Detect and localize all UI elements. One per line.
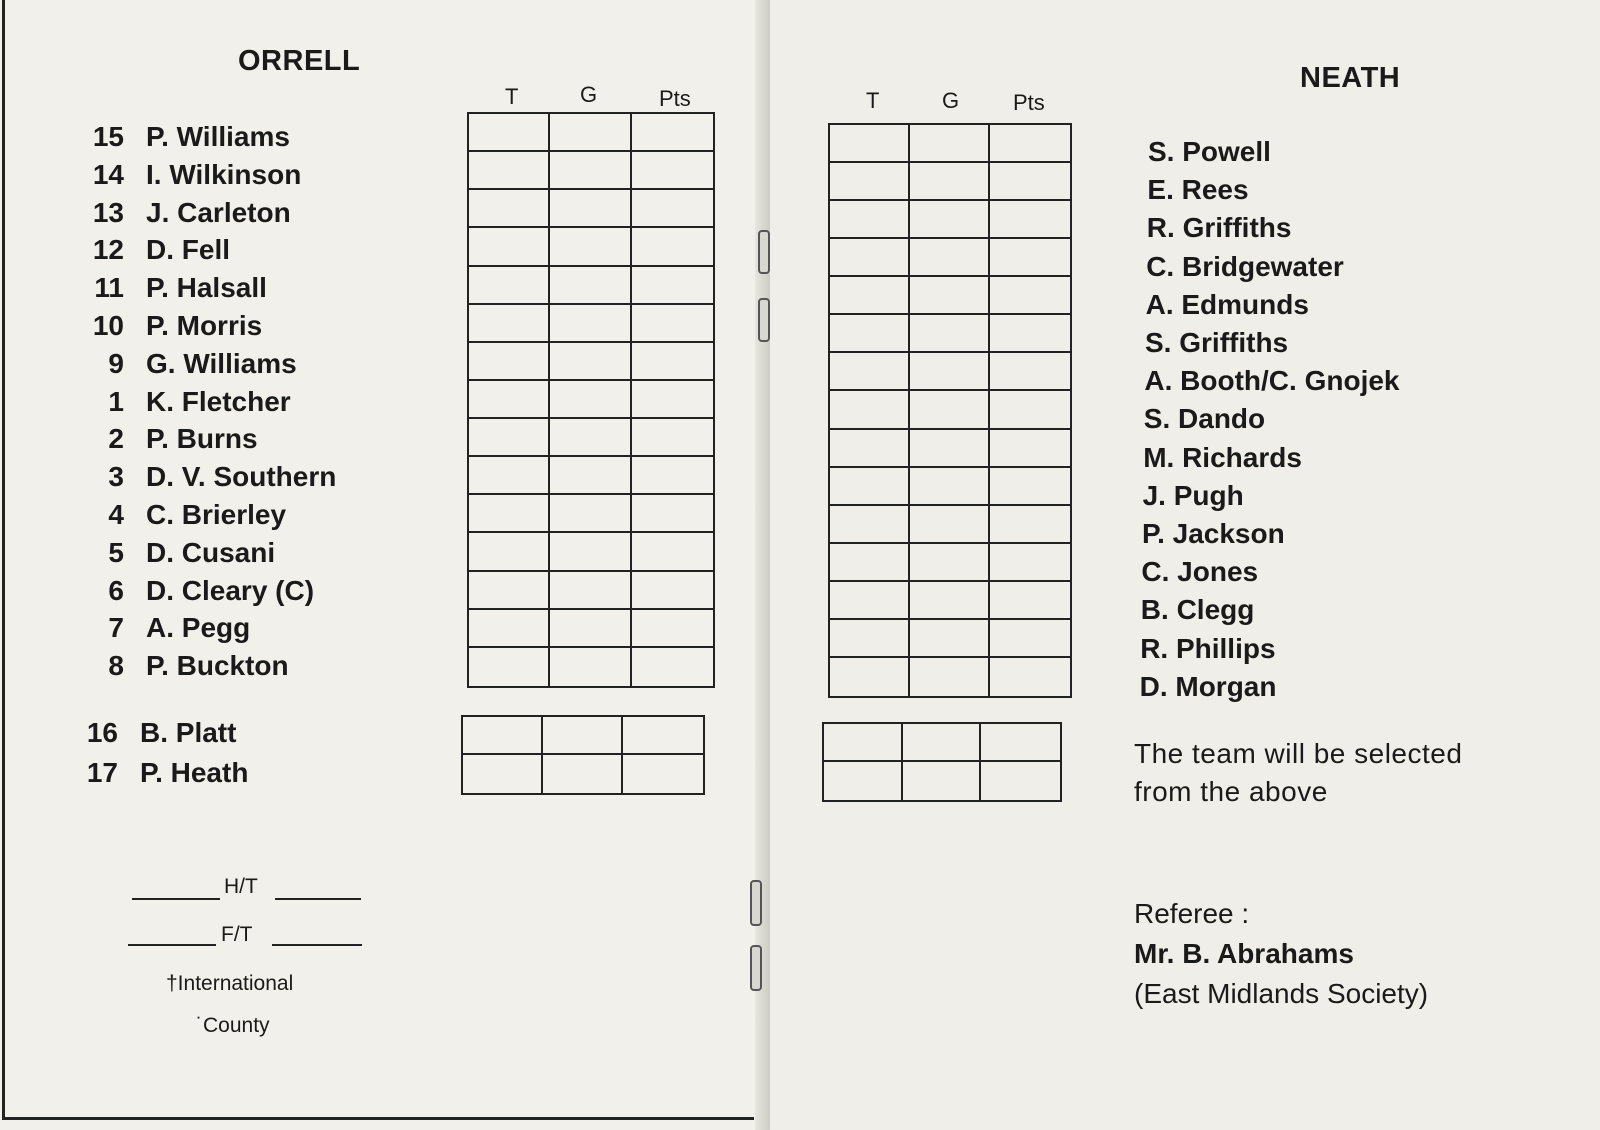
right-page bbox=[770, 0, 1600, 1130]
orrell-replacements-grid bbox=[461, 715, 705, 795]
neath-player-name: A. Booth/C. Gnojek bbox=[1144, 365, 1400, 397]
staple-bottom bbox=[750, 880, 762, 926]
score-cell bbox=[632, 228, 713, 266]
orrell-player-row bbox=[82, 118, 290, 156]
score-cell bbox=[910, 277, 990, 315]
staple-top bbox=[758, 230, 770, 274]
score-cell bbox=[550, 152, 631, 190]
score-cell bbox=[469, 381, 550, 419]
player-number: 4 bbox=[108, 499, 124, 530]
player-name: P. Williams bbox=[146, 121, 290, 152]
selection-note-line2: from the above bbox=[1134, 776, 1328, 807]
neath-player-name: P. Jackson bbox=[1142, 518, 1285, 549]
score-cell bbox=[990, 277, 1070, 315]
player-number: 16 bbox=[86, 717, 118, 748]
selection-note-line1: The team will be selected bbox=[1134, 738, 1463, 769]
neath-col-goals: G bbox=[942, 88, 960, 113]
score-cell bbox=[830, 239, 910, 277]
score-cell bbox=[824, 762, 903, 800]
neath-player-name: J. Pugh bbox=[1142, 479, 1244, 511]
player-number: 17 bbox=[86, 757, 118, 788]
score-cell bbox=[550, 419, 631, 457]
score-cell bbox=[990, 201, 1070, 239]
score-cell bbox=[830, 582, 910, 620]
orrell-player-row bbox=[82, 420, 258, 458]
player-number: 3 bbox=[108, 461, 124, 493]
score-cell bbox=[830, 391, 910, 429]
score-cell bbox=[469, 305, 550, 343]
score-cell bbox=[550, 228, 631, 266]
ht-line-left bbox=[132, 898, 220, 900]
score-cell bbox=[910, 315, 990, 353]
player-name: P. Heath bbox=[140, 757, 249, 788]
score-cell bbox=[469, 572, 550, 610]
player-name: D. Cleary (C) bbox=[146, 574, 315, 606]
player-name: D. Fell bbox=[146, 234, 231, 266]
player-name: P. Burns bbox=[146, 423, 258, 455]
score-cell bbox=[910, 201, 990, 239]
player-name: G. Williams bbox=[146, 347, 297, 379]
score-cell bbox=[910, 391, 990, 429]
score-cell bbox=[910, 506, 990, 544]
score-cell bbox=[632, 495, 713, 533]
score-cell bbox=[830, 125, 910, 163]
score-cell bbox=[903, 724, 982, 762]
score-cell bbox=[830, 544, 910, 582]
player-number: 7 bbox=[108, 612, 124, 644]
score-cell bbox=[469, 457, 550, 495]
score-cell bbox=[632, 610, 713, 648]
neath-player-name: E. Rees bbox=[1147, 174, 1249, 206]
score-cell bbox=[550, 381, 631, 419]
score-cell bbox=[469, 190, 550, 228]
orrell-player-row bbox=[82, 231, 230, 269]
score-cell bbox=[830, 506, 910, 544]
score-cell bbox=[990, 391, 1070, 429]
player-name: I. Wilkinson bbox=[146, 158, 302, 190]
orrell-col-tries: T bbox=[505, 84, 519, 109]
neath-score-grid bbox=[828, 123, 1072, 698]
player-name: P. Buckton bbox=[146, 650, 289, 682]
score-cell bbox=[830, 620, 910, 658]
score-cell bbox=[830, 658, 910, 696]
orrell-player-row bbox=[82, 307, 262, 345]
score-cell bbox=[469, 267, 550, 305]
orrell-player-row bbox=[82, 194, 291, 232]
neath-player-name: A. Edmunds bbox=[1145, 288, 1309, 320]
score-cell bbox=[550, 495, 631, 533]
score-cell bbox=[469, 648, 550, 686]
player-number: 14 bbox=[92, 158, 124, 190]
player-number: 8 bbox=[108, 650, 124, 682]
player-number: 12 bbox=[92, 234, 124, 266]
score-cell bbox=[550, 305, 631, 343]
score-cell bbox=[990, 582, 1070, 620]
score-cell bbox=[910, 125, 990, 163]
score-cell bbox=[990, 430, 1070, 468]
neath-player-name: R. Griffiths bbox=[1146, 212, 1292, 244]
referee-society: (East Midlands Society) bbox=[1134, 978, 1429, 1009]
score-cell bbox=[830, 468, 910, 506]
player-name: A. Pegg bbox=[146, 612, 251, 644]
score-cell bbox=[469, 533, 550, 571]
orrell-player-row bbox=[82, 572, 314, 610]
orrell-team-name: ORRELL bbox=[238, 45, 361, 77]
neath-col-tries: T bbox=[866, 88, 880, 113]
ft-line-right bbox=[272, 944, 362, 946]
county-note: ˙County bbox=[196, 1014, 270, 1037]
half-time-label: H/T bbox=[224, 875, 258, 898]
score-cell bbox=[469, 114, 550, 152]
full-time-label: F/T bbox=[221, 923, 253, 946]
neath-col-points: Pts bbox=[1013, 90, 1045, 115]
neath-player-name: C. Bridgewater bbox=[1146, 250, 1344, 282]
score-cell bbox=[632, 114, 713, 152]
orrell-player-row bbox=[82, 496, 286, 534]
score-cell bbox=[623, 717, 703, 755]
score-cell bbox=[903, 762, 982, 800]
score-cell bbox=[469, 228, 550, 266]
score-cell bbox=[990, 544, 1070, 582]
score-cell bbox=[632, 190, 713, 228]
score-cell bbox=[550, 648, 631, 686]
ht-line-right bbox=[275, 898, 361, 900]
player-name: P. Morris bbox=[146, 310, 263, 341]
score-cell bbox=[550, 533, 631, 571]
score-cell bbox=[543, 755, 623, 793]
neath-player-name: S. Powell bbox=[1148, 136, 1271, 167]
score-cell bbox=[632, 152, 713, 190]
player-number: 2 bbox=[108, 423, 124, 455]
player-number: 5 bbox=[108, 536, 124, 568]
score-cell bbox=[910, 430, 990, 468]
score-cell bbox=[910, 658, 990, 696]
score-cell bbox=[550, 457, 631, 495]
score-cell bbox=[824, 724, 903, 762]
neath-player-name: B. Clegg bbox=[1140, 594, 1255, 626]
neath-team-name: NEATH bbox=[1300, 62, 1401, 94]
score-cell bbox=[830, 353, 910, 391]
score-cell bbox=[469, 610, 550, 648]
staple-bottom-2 bbox=[750, 945, 762, 991]
orrell-player-row bbox=[82, 345, 297, 383]
score-cell bbox=[910, 544, 990, 582]
score-cell bbox=[990, 239, 1070, 277]
score-cell bbox=[632, 648, 713, 686]
score-cell bbox=[550, 190, 631, 228]
score-cell bbox=[830, 430, 910, 468]
neath-player-name: D. Morgan bbox=[1139, 670, 1277, 702]
left-page bbox=[0, 0, 770, 1130]
score-cell bbox=[990, 163, 1070, 201]
player-name: D. Cusani bbox=[146, 536, 276, 568]
player-name: B. Platt bbox=[140, 717, 237, 748]
neath-player-name: R. Phillips bbox=[1140, 632, 1276, 664]
score-cell bbox=[623, 755, 703, 793]
score-cell bbox=[990, 620, 1070, 658]
orrell-player-row bbox=[82, 609, 250, 647]
score-cell bbox=[910, 163, 990, 201]
score-cell bbox=[550, 572, 631, 610]
player-name: P. Halsall bbox=[146, 272, 267, 304]
score-cell bbox=[981, 724, 1060, 762]
score-cell bbox=[469, 343, 550, 381]
score-cell bbox=[910, 620, 990, 658]
score-cell bbox=[550, 114, 631, 152]
score-cell bbox=[830, 163, 910, 201]
player-number: 10 bbox=[92, 310, 124, 341]
orrell-replacement-row bbox=[76, 754, 248, 792]
orrell-score-grid bbox=[467, 112, 715, 688]
player-name: C. Brierley bbox=[146, 499, 287, 530]
player-number: 6 bbox=[108, 574, 124, 606]
orrell-player-row bbox=[82, 458, 336, 496]
score-cell bbox=[550, 610, 631, 648]
score-cell bbox=[990, 315, 1070, 353]
score-cell bbox=[550, 267, 631, 305]
referee-label: Referee : bbox=[1134, 898, 1250, 929]
score-cell bbox=[463, 755, 543, 793]
orrell-replacement-row bbox=[76, 714, 236, 752]
player-name: D. V. Southern bbox=[146, 461, 337, 493]
orrell-col-points: Pts bbox=[659, 86, 691, 111]
score-cell bbox=[830, 201, 910, 239]
player-number: 1 bbox=[108, 385, 124, 417]
score-cell bbox=[910, 353, 990, 391]
orrell-player-row bbox=[82, 156, 301, 194]
score-cell bbox=[632, 533, 713, 571]
score-cell bbox=[469, 419, 550, 457]
score-cell bbox=[990, 353, 1070, 391]
player-number: 9 bbox=[108, 347, 124, 379]
referee-name: Mr. B. Abrahams bbox=[1134, 938, 1354, 969]
player-name: K. Fletcher bbox=[146, 385, 291, 417]
score-cell bbox=[632, 457, 713, 495]
score-cell bbox=[990, 468, 1070, 506]
score-cell bbox=[990, 658, 1070, 696]
score-cell bbox=[632, 305, 713, 343]
score-cell bbox=[632, 343, 713, 381]
score-cell bbox=[830, 315, 910, 353]
score-cell bbox=[632, 381, 713, 419]
score-cell bbox=[632, 267, 713, 305]
score-cell bbox=[632, 572, 713, 610]
score-cell bbox=[830, 277, 910, 315]
orrell-player-row bbox=[82, 383, 291, 421]
orrell-col-goals: G bbox=[580, 82, 598, 107]
score-cell bbox=[463, 717, 543, 755]
score-cell bbox=[632, 419, 713, 457]
score-cell bbox=[981, 762, 1060, 800]
score-cell bbox=[990, 125, 1070, 163]
score-cell bbox=[910, 468, 990, 506]
neath-player-name: C. Jones bbox=[1141, 556, 1259, 588]
score-cell bbox=[543, 717, 623, 755]
score-cell bbox=[550, 343, 631, 381]
score-cell bbox=[910, 239, 990, 277]
player-number: 13 bbox=[92, 196, 124, 228]
orrell-player-row bbox=[82, 534, 275, 572]
international-note: †International bbox=[166, 972, 294, 995]
score-cell bbox=[469, 495, 550, 533]
neath-player-name: S. Dando bbox=[1143, 403, 1266, 435]
score-cell bbox=[990, 506, 1070, 544]
neath-replacements-grid bbox=[822, 722, 1062, 802]
player-number: 15 bbox=[92, 121, 124, 152]
score-cell bbox=[910, 582, 990, 620]
orrell-player-row bbox=[82, 269, 267, 307]
neath-player-name: S. Griffiths bbox=[1145, 327, 1289, 358]
player-number: 11 bbox=[94, 272, 124, 304]
staple-top-2 bbox=[758, 298, 770, 342]
ft-line-left bbox=[128, 944, 216, 946]
score-cell bbox=[469, 152, 550, 190]
orrell-player-row bbox=[82, 647, 289, 685]
player-name: J. Carleton bbox=[146, 196, 291, 228]
neath-player-name: M. Richards bbox=[1143, 441, 1302, 473]
